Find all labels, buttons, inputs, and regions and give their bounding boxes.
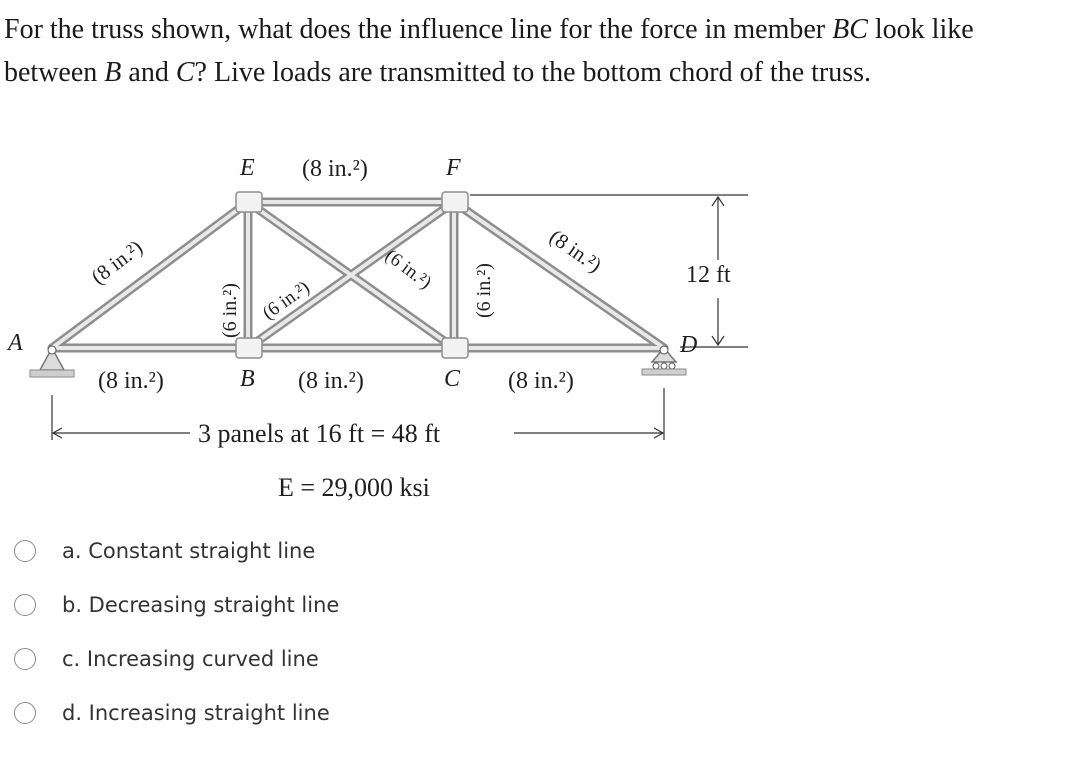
node-d-label: D <box>680 332 698 358</box>
answer-options <box>14 524 339 740</box>
node-f-label: F <box>446 155 461 181</box>
truss-figure <box>0 140 760 510</box>
option-c-label: c. Increasing curved line <box>62 647 319 671</box>
question-text <box>4 8 1062 94</box>
option-c[interactable] <box>14 632 339 686</box>
joint-f <box>442 192 468 212</box>
option-d[interactable] <box>14 686 339 740</box>
area-vert-left-label: (6 in.²) <box>219 283 241 338</box>
radio-b[interactable] <box>14 594 36 616</box>
node-b-label: B <box>240 366 255 392</box>
radio-d[interactable] <box>14 702 36 724</box>
node-ref-b: B <box>104 57 122 88</box>
area-diag1-label: (6 in.²) <box>258 276 314 325</box>
option-a-label: a. Constant straight line <box>62 539 316 563</box>
option-b-label: b. Decreasing straight line <box>62 593 340 617</box>
radio-a[interactable] <box>14 540 36 562</box>
span-label: 3 panels at 16 ft = 48 ft <box>198 419 441 448</box>
joint-c <box>442 338 468 358</box>
area-top-label: (8 in.²) <box>302 156 368 182</box>
area-diag2-label: (6 in.²) <box>380 245 436 294</box>
option-b[interactable] <box>14 578 339 632</box>
node-a-label: A <box>8 330 23 356</box>
option-d-label: d. Increasing straight line <box>62 701 330 725</box>
truss-diagram <box>0 140 760 510</box>
member-label: BC <box>832 14 868 45</box>
node-c-label: C <box>444 366 461 392</box>
joint-b <box>236 338 262 358</box>
area-bottom-cd-label: (8 in.²) <box>508 368 574 394</box>
height-label: 12 ft <box>686 262 731 288</box>
node-ref-c: C <box>175 57 195 88</box>
area-bottom-bc-label: (8 in.²) <box>298 368 364 394</box>
question-part: ? Live loads are transmitted to the bottom chord of the truss. <box>194 57 872 88</box>
area-bottom-ab-label: (8 in.²) <box>98 368 164 394</box>
question-part: look like <box>867 14 974 45</box>
question-part: and <box>121 57 176 88</box>
node-e-label: E <box>240 155 255 181</box>
area-vert-right-label: (6 in.²) <box>473 263 495 318</box>
modulus-label: E = 29,000 ksi <box>278 473 430 502</box>
question-part: between <box>4 57 105 88</box>
area-left-diag-label: (8 in.²) <box>86 235 148 289</box>
radio-c[interactable] <box>14 648 36 670</box>
option-a[interactable] <box>14 524 339 578</box>
question-part: For the truss shown, what does the influence line for the force in member <box>4 14 833 45</box>
joint-e <box>236 192 262 212</box>
area-right-diag-label: (8 in.²) <box>545 224 607 278</box>
